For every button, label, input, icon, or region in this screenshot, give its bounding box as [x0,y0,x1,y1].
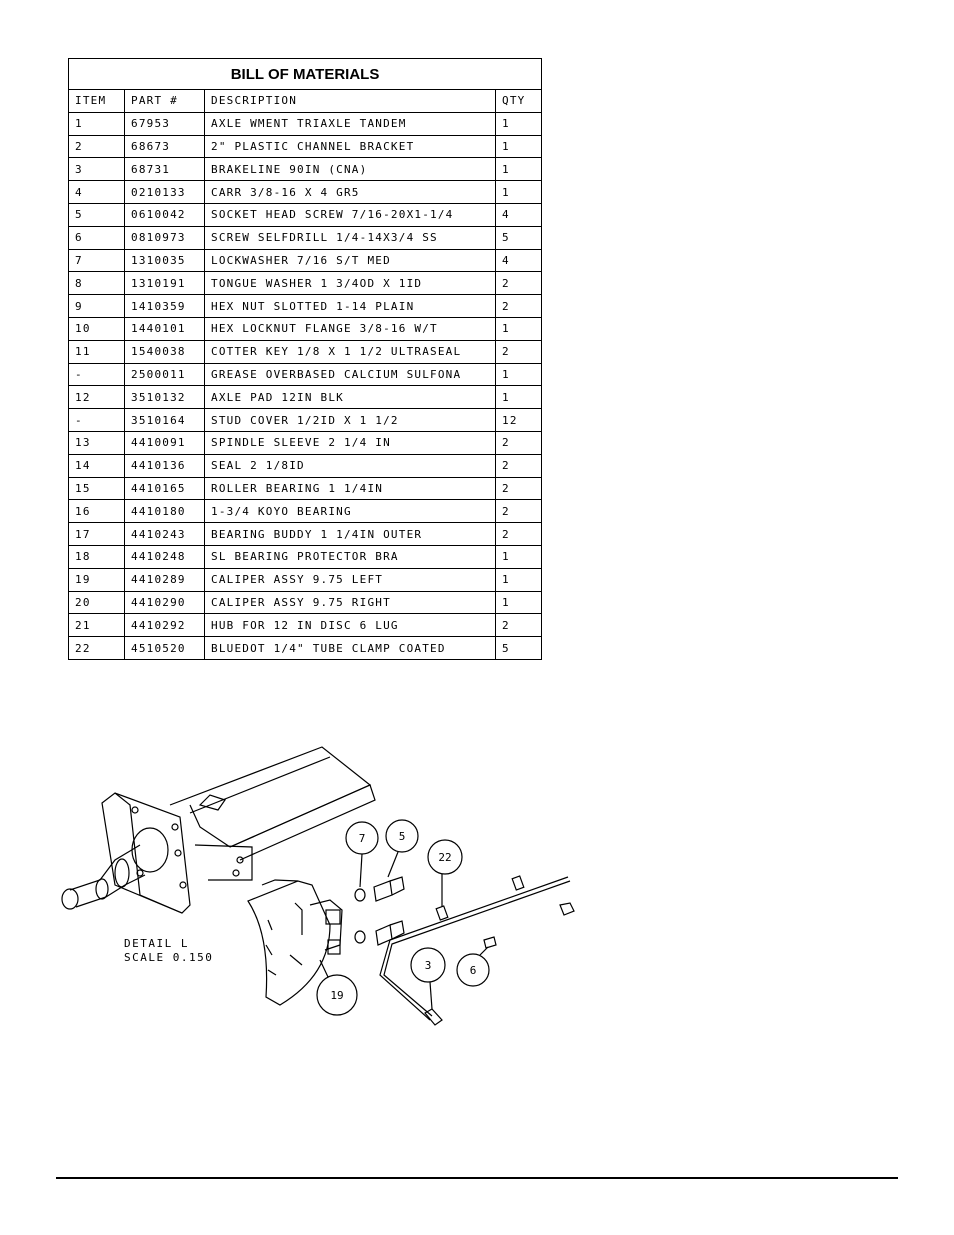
part-number-cell: 2500011 [125,363,205,386]
qty-cell: 1 [496,568,542,591]
description-cell: SOCKET HEAD SCREW 7/16-20X1-1/4 [205,203,496,226]
item-cell: 11 [69,340,125,363]
item-cell: 19 [69,568,125,591]
part-number-cell: 4410289 [125,568,205,591]
part-number-cell: 3510132 [125,386,205,409]
qty-cell: 2 [496,454,542,477]
callout-balloons [317,820,489,1015]
qty-cell: 1 [496,158,542,181]
scale-label: SCALE 0.150 [124,951,214,964]
balloon-6: 6 [469,964,477,977]
qty-cell: 1 [496,135,542,158]
table-row [69,500,542,523]
part-number-cell: 4410292 [125,614,205,637]
balloon-19: 19 [330,989,344,1002]
description-cell: STUD COVER 1/2ID X 1 1/2 [205,409,496,432]
bom-title: BILL OF MATERIALS [69,59,542,90]
description-cell: TONGUE WASHER 1 3/4OD X 1ID [205,272,496,295]
table-row [69,477,542,500]
item-cell: 2 [69,135,125,158]
description-cell: AXLE PAD 12IN BLK [205,386,496,409]
item-cell: - [69,363,125,386]
part-number-cell: 4410290 [125,591,205,614]
table-row [69,181,542,204]
header-qty: QTY [496,90,542,113]
axle-beam [170,747,375,880]
item-cell: 16 [69,500,125,523]
table-row [69,409,542,432]
item-cell: 22 [69,637,125,660]
description-cell: LOCKWASHER 7/16 S/T MED [205,249,496,272]
part-number-cell: 1440101 [125,317,205,340]
table-row [69,568,542,591]
description-cell: BRAKELINE 90IN (CNA) [205,158,496,181]
part-number-cell: 1310191 [125,272,205,295]
description-cell: ROLLER BEARING 1 1/4IN [205,477,496,500]
table-row [69,454,542,477]
description-cell: 1-3/4 KOYO BEARING [205,500,496,523]
description-cell: HUB FOR 12 IN DISC 6 LUG [205,614,496,637]
item-cell: 8 [69,272,125,295]
item-cell: 1 [69,112,125,135]
table-row [69,523,542,546]
description-cell: SCREW SELFDRILL 1/4-14X3/4 SS [205,226,496,249]
description-cell: SEAL 2 1/8ID [205,454,496,477]
item-cell: 7 [69,249,125,272]
qty-cell: 1 [496,386,542,409]
part-number-cell: 1540038 [125,340,205,363]
qty-cell: 1 [496,317,542,340]
bom-body [69,112,542,659]
part-number-cell: 4410180 [125,500,205,523]
table-row [69,158,542,181]
part-number-cell: 0210133 [125,181,205,204]
table-row [69,317,542,340]
item-cell: 18 [69,545,125,568]
description-cell: SPINDLE SLEEVE 2 1/4 IN [205,431,496,454]
item-cell: 21 [69,614,125,637]
item-cell: 3 [69,158,125,181]
qty-cell: 1 [496,112,542,135]
qty-cell: 1 [496,181,542,204]
table-row [69,386,542,409]
part-number-cell: 0810973 [125,226,205,249]
qty-cell: 5 [496,226,542,249]
balloon-22: 22 [438,851,452,864]
qty-cell: 4 [496,249,542,272]
item-cell: 12 [69,386,125,409]
qty-cell: 1 [496,545,542,568]
header-description: DESCRIPTION [205,90,496,113]
description-cell: SL BEARING PROTECTOR BRA [205,545,496,568]
qty-cell: 2 [496,295,542,318]
bill-of-materials-table [68,58,542,660]
item-cell: - [69,409,125,432]
bom-header-row [69,90,542,113]
item-cell: 17 [69,523,125,546]
part-number-cell: 4410243 [125,523,205,546]
header-item: ITEM [69,90,125,113]
qty-cell: 5 [496,637,542,660]
balloon-3: 3 [424,959,432,972]
description-cell: COTTER KEY 1/8 X 1 1/2 ULTRASEAL [205,340,496,363]
item-cell: 14 [69,454,125,477]
description-cell: AXLE WMENT TRIAXLE TANDEM [205,112,496,135]
table-row [69,340,542,363]
header-part-number: PART # [125,90,205,113]
part-number-cell: 3510164 [125,409,205,432]
table-row [69,272,542,295]
table-row [69,614,542,637]
brake-line [380,876,574,1025]
item-cell: 13 [69,431,125,454]
qty-cell: 2 [496,431,542,454]
table-row [69,431,542,454]
part-number-cell: 4410165 [125,477,205,500]
item-cell: 20 [69,591,125,614]
table-row [69,637,542,660]
qty-cell: 2 [496,272,542,295]
part-number-cell: 0610042 [125,203,205,226]
table-row [69,249,542,272]
lockwasher-and-screws [355,877,404,945]
footer-rule [56,1177,898,1179]
table-row [69,295,542,318]
exploded-assembly-drawing [40,735,600,1045]
part-number-cell: 1310035 [125,249,205,272]
qty-cell: 1 [496,363,542,386]
caliper [248,880,342,1005]
item-cell: 6 [69,226,125,249]
balloon-7: 7 [358,832,366,845]
table-row [69,591,542,614]
qty-cell: 4 [496,203,542,226]
item-cell: 4 [69,181,125,204]
table-row [69,545,542,568]
qty-cell: 2 [496,523,542,546]
item-cell: 10 [69,317,125,340]
part-number-cell: 68731 [125,158,205,181]
part-number-cell: 67953 [125,112,205,135]
qty-cell: 2 [496,500,542,523]
part-number-cell: 68673 [125,135,205,158]
qty-cell: 2 [496,614,542,637]
part-number-cell: 1410359 [125,295,205,318]
description-cell: 2" PLASTIC CHANNEL BRACKET [205,135,496,158]
balloon-5: 5 [398,830,406,843]
table-row [69,226,542,249]
table-row [69,112,542,135]
description-cell: CALIPER ASSY 9.75 LEFT [205,568,496,591]
part-number-cell: 4410091 [125,431,205,454]
mounting-flange [102,793,190,913]
description-cell: HEX NUT SLOTTED 1-14 PLAIN [205,295,496,318]
item-cell: 5 [69,203,125,226]
table-row [69,203,542,226]
description-cell: HEX LOCKNUT FLANGE 3/8-16 W/T [205,317,496,340]
item-cell: 15 [69,477,125,500]
description-cell: CARR 3/8-16 X 4 GR5 [205,181,496,204]
detail-label: DETAIL L [124,937,189,950]
description-cell: BEARING BUDDY 1 1/4IN OUTER [205,523,496,546]
qty-cell: 2 [496,477,542,500]
description-cell: CALIPER ASSY 9.75 RIGHT [205,591,496,614]
qty-cell: 2 [496,340,542,363]
qty-cell: 1 [496,591,542,614]
part-number-cell: 4410136 [125,454,205,477]
table-row [69,135,542,158]
description-cell: GREASE OVERBASED CALCIUM SULFONA [205,363,496,386]
table-row [69,363,542,386]
part-number-cell: 4410248 [125,545,205,568]
item-cell: 9 [69,295,125,318]
part-number-cell: 4510520 [125,637,205,660]
qty-cell: 12 [496,409,542,432]
description-cell: BLUEDOT 1/4" TUBE CLAMP COATED [205,637,496,660]
